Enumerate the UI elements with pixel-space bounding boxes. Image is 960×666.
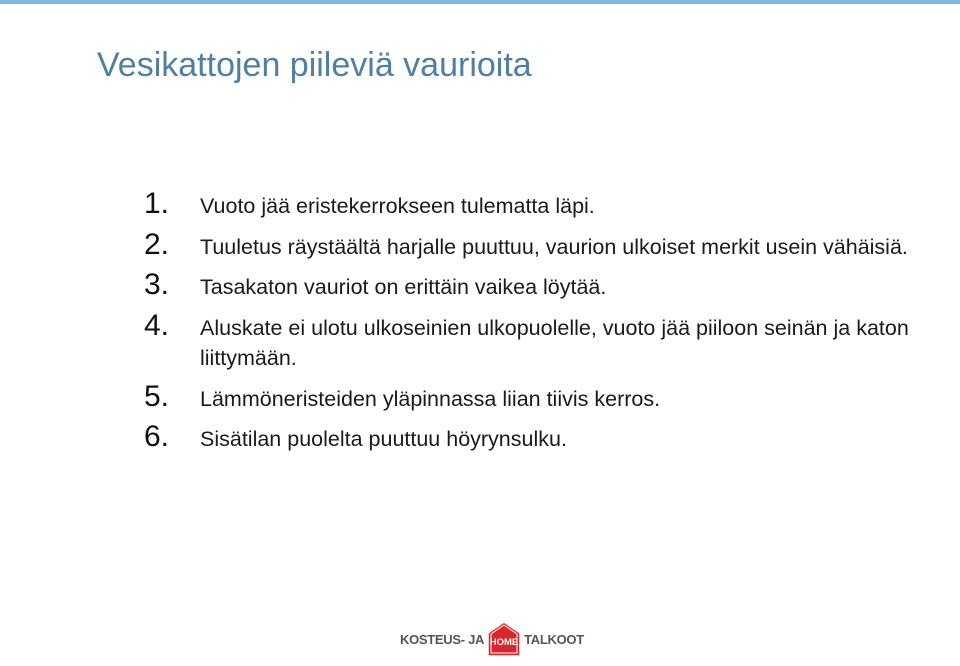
list-item <box>144 227 944 263</box>
logo-text-center: HOME <box>489 637 519 648</box>
slide-title: Vesikattojen piileviä vaurioita <box>97 46 532 84</box>
list-item-number: 6. <box>144 420 170 453</box>
list-item-text: Tasakaton vauriot on erittäin vaikea löytää. <box>200 275 607 299</box>
list-item <box>144 422 944 455</box>
list-item-number: 5. <box>144 379 170 413</box>
list-item <box>144 379 944 415</box>
house-badge-icon <box>486 621 522 657</box>
damage-list <box>144 189 944 455</box>
list-item-text: Sisätilan puolelta puuttuu höyrynsulku. <box>200 427 567 451</box>
list-item-number: 3. <box>144 268 170 301</box>
list-item-number: 4. <box>144 308 170 342</box>
kosteus-ja-home-talkoot-logo <box>400 620 584 658</box>
list-item-text: Lämmöneristeiden yläpinnassa liian tiivis kerros. <box>200 386 661 411</box>
logo-text-left: KOSTEUS- JA <box>400 631 485 647</box>
list-item-text: Vuoto jää eristekerrokseen tulematta läpi. <box>200 194 595 218</box>
top-accent-bar <box>0 0 960 4</box>
logo-text-right: TALKOOT <box>524 631 584 647</box>
list-item-text: Aluskate ei ulotu ulkoseinien ulkopuolelle, vuoto jää piiloon seinän ja katon liittymään. <box>200 315 909 370</box>
list-item-text: Tuuletus räystäältä harjalle puuttuu, vaurion ulkoiset merkit usein vähäisiä. <box>200 234 908 259</box>
list-item <box>144 189 944 222</box>
list-item <box>144 308 944 374</box>
list-item <box>144 270 944 303</box>
list-item-number: 2. <box>144 227 170 261</box>
list-item-number: 1. <box>144 187 170 220</box>
